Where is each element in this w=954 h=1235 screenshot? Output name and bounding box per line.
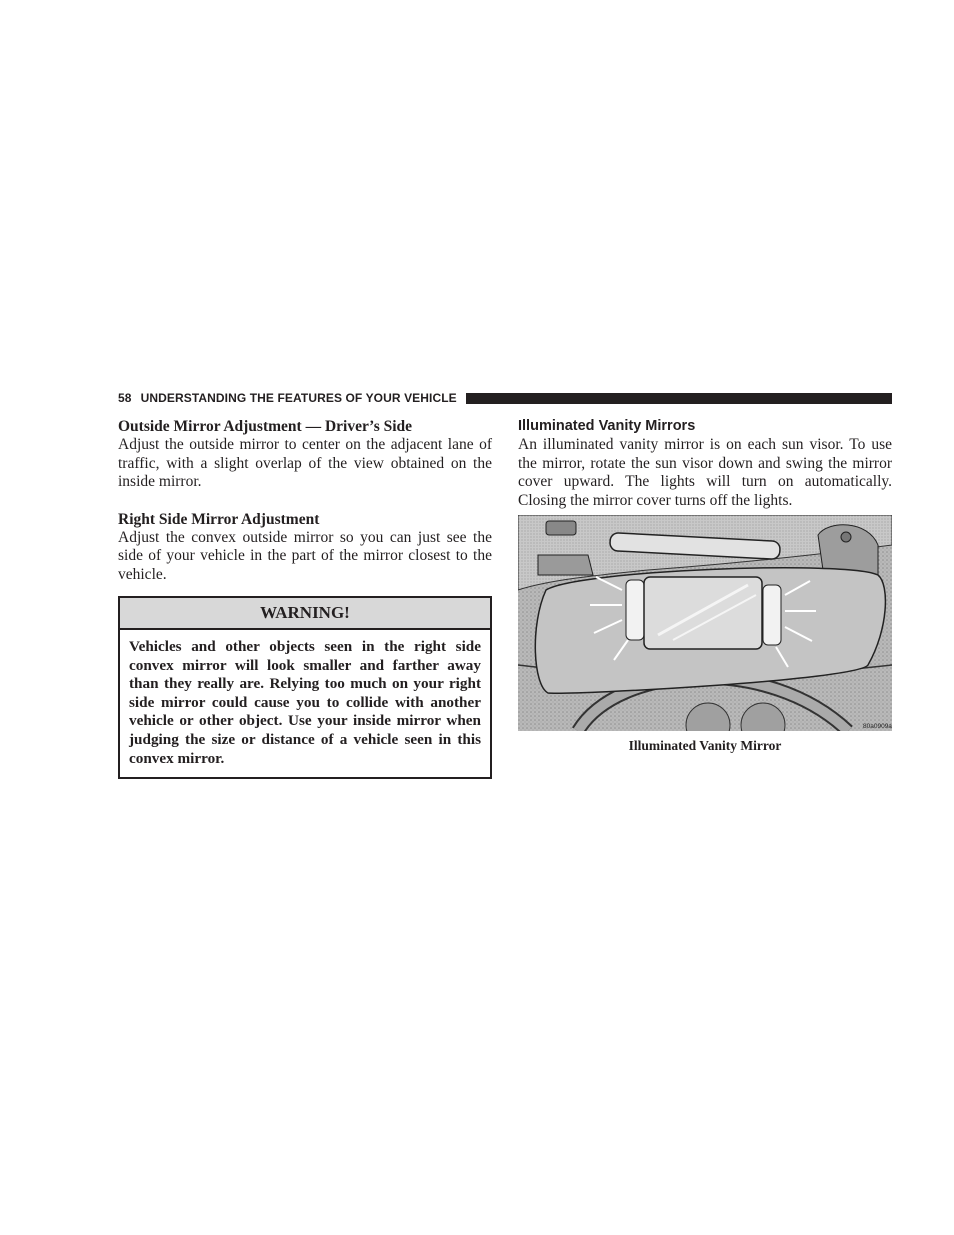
outside-mirror-text: Adjust the outside mirror to center on the adjacent lane of traffic, with a slight overlap of the view obtained on the inside mirror. xyxy=(118,436,492,491)
image-code: 80a0909a xyxy=(863,723,892,730)
left-column xyxy=(118,417,492,585)
header-rule xyxy=(466,393,892,404)
warning-title: WARNING! xyxy=(120,598,490,630)
section-title: UNDERSTANDING THE FEATURES OF YOUR VEHICLE xyxy=(140,391,457,405)
warning-box xyxy=(118,596,492,779)
page-number: 58 xyxy=(118,391,132,405)
vanity-mirror-text: An illuminated vanity mirror is on each sun visor. To use the mirror, rotate the sun visor down and swing the mirror cover upward. The lights will turn on automatically. Closing the mirror cover turns off the lights. xyxy=(518,436,892,509)
right-column xyxy=(518,417,892,510)
right-mirror-text: Adjust the convex outside mirror so you can just see the side of your vehicle in the part of the mirror closest to the vehicle. xyxy=(118,528,492,583)
page-header xyxy=(118,389,892,407)
figure-caption: Illuminated Vanity Mirror xyxy=(628,738,782,753)
vanity-mirror-heading: Illuminated Vanity Mirrors xyxy=(518,418,696,434)
outside-mirror-heading: Outside Mirror Adjustment — Driver’s Side xyxy=(118,418,413,435)
vanity-mirror-illustration xyxy=(518,515,892,731)
right-mirror-heading: Right Side Mirror Adjustment xyxy=(118,510,320,528)
warning-text: Vehicles and other objects seen in the right side convex mirror will look smaller and farther away than they really are. Relying too much on your right side mirror could cause you to collide with another vehicle or other object. Use your inside mirror when judging the size or distance of a vehicle seen in this convex mirror. xyxy=(129,638,481,767)
